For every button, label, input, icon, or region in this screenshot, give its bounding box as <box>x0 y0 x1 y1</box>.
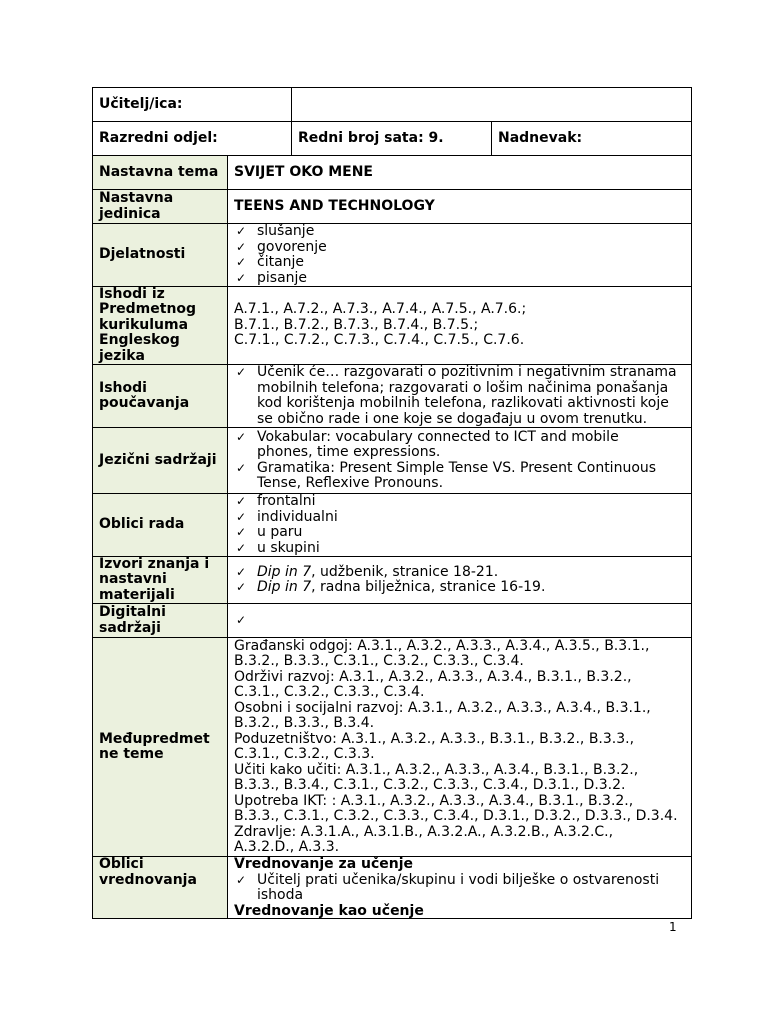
assessment-value <box>228 857 692 919</box>
theme-line: C.3.1., C.3.2., C.3.3. <box>234 746 375 762</box>
work-form-text: frontalni <box>257 493 316 509</box>
source-details: , radna bilježnica, stranice 16-19. <box>311 579 546 595</box>
lesson-plan-table <box>92 87 692 919</box>
language-item <box>234 461 685 477</box>
cross-curricular-row <box>93 638 692 857</box>
label-line: Digitalni <box>99 604 166 620</box>
curriculum-outcomes-row <box>93 287 692 365</box>
topic-row <box>93 156 692 190</box>
assessment-item <box>234 873 685 889</box>
assessment-item-text: Učitelj prati učenika/skupinu i vodi bilješke o ostvarenosti <box>257 871 660 888</box>
checkmark-icon <box>236 365 246 381</box>
activity-item <box>234 255 685 271</box>
teacher-row <box>93 88 692 122</box>
outcome-item-continuation: kod korištenja mobilnih telefona, razlikovati aktivnosti koje <box>257 395 669 411</box>
lesson-number-label: Redni broj sata: 9. <box>292 122 492 156</box>
language-item-continuation: Tense, Reflexive Pronouns. <box>257 475 444 491</box>
theme-line: B.3.2., B.3.3., C.3.1., C.3.2., C.3.3., C.3.4. <box>234 653 524 669</box>
activity-item <box>234 271 685 287</box>
unit-label-line: jedinica <box>99 205 161 222</box>
outcome-item <box>234 365 685 381</box>
work-form-item <box>234 541 685 557</box>
activities-list <box>228 224 692 287</box>
source-item <box>234 580 685 596</box>
label-line: materijali <box>99 586 175 603</box>
sources-list <box>228 557 692 604</box>
theme-line: Poduzetništvo: A.3.1., A.3.2., A.3.3., B.3.1., B.3.2., B.3.3., <box>234 730 635 747</box>
class-row <box>93 122 692 156</box>
date-label: Nadnevak: <box>492 122 692 156</box>
label-line: ne teme <box>99 746 164 762</box>
assessment-row <box>93 857 692 919</box>
label-line: Ishodi <box>99 379 147 396</box>
theme-line: Zdravlje: A.3.1.A., A.3.1.B., A.3.2.A., A.3.2.B., A.3.2.C., <box>234 823 614 840</box>
activities-row <box>93 224 692 287</box>
teaching-outcomes-label <box>93 365 228 428</box>
assessment-heading: Vrednovanje za učenje <box>234 856 414 872</box>
theme-line: Građanski odgoj: A.3.1., A.3.2., A.3.3., A.3.4., A.3.5., B.3.1., <box>234 637 650 654</box>
label-line: nastavni <box>99 571 167 588</box>
language-content-value <box>228 428 692 494</box>
language-item <box>234 430 685 446</box>
label-line: vrednovanja <box>99 871 197 888</box>
teaching-outcomes-row <box>93 365 692 428</box>
label-line: Ishodi iz <box>99 285 165 302</box>
checkmark-icon <box>236 224 246 240</box>
digital-content-row <box>93 604 692 638</box>
activity-item-text: govorenje <box>257 238 327 255</box>
theme-line: B.3.2., B.3.3., B.3.4. <box>234 715 375 731</box>
work-form-text: u skupini <box>257 539 320 556</box>
checkmark-icon <box>236 510 246 526</box>
checkmark-icon <box>236 541 246 557</box>
source-item <box>234 565 685 581</box>
checkmark-icon <box>236 580 246 596</box>
class-label: Razredni odjel: <box>93 122 292 156</box>
language-item-text: Vokabular: vocabulary connected to ICT and mobile <box>257 428 619 445</box>
activity-item <box>234 224 685 240</box>
theme-line: Upotreba IKT: : A.3.1., A.3.2., A.3.3., A.3.4., B.3.1., B.3.2., <box>234 792 634 809</box>
work-form-text: individualni <box>257 508 338 525</box>
label-line: Engleskog <box>99 332 180 349</box>
unit-value: TEENS AND TECHNOLOGY <box>228 190 692 224</box>
checkmark-icon <box>236 430 246 446</box>
teaching-outcomes-value <box>228 365 692 428</box>
checkmark-icon <box>236 494 246 510</box>
outcome-item-text: Učenik će… razgovarati o pozitivnim i negativnim stranama <box>257 364 677 380</box>
source-details: , udžbenik, stranice 18-21. <box>311 563 499 580</box>
outcome-line: A.7.1., A.7.2., A.7.3., A.7.4., A.7.5., A.7.6.; <box>234 301 527 318</box>
checkmark-icon <box>236 461 246 477</box>
language-content-row <box>93 428 692 494</box>
theme-line: Osobni i socijalni razvoj: A.3.1., A.3.2., A.3.3., A.3.4., B.3.1., <box>234 699 651 716</box>
work-form-text: u paru <box>257 524 303 540</box>
assessment-item-continuation: ishoda <box>257 887 304 903</box>
language-item-text: Gramatika: Present Simple Tense VS. Present Continuous <box>257 459 657 476</box>
work-form-item <box>234 494 685 510</box>
unit-label <box>93 190 228 224</box>
activity-item-text: pisanje <box>257 269 308 286</box>
topic-label: Nastavna tema <box>93 156 228 190</box>
topic-value: SVIJET OKO MENE <box>228 156 692 190</box>
label-line: Međupredmet <box>99 730 210 747</box>
theme-line: C.3.1., C.3.2., C.3.3., C.3.4. <box>234 684 425 700</box>
label-line: kurikuluma <box>99 316 189 333</box>
checkmark-icon <box>236 873 246 889</box>
teacher-value-cell <box>292 88 692 122</box>
work-forms-label: Oblici rada <box>93 494 228 557</box>
work-form-item <box>234 510 685 526</box>
activity-item-text: čitanje <box>257 254 305 270</box>
outcome-item-continuation: mobilnih telefona; razgovarati o lošim načinima ponašanja <box>257 379 669 396</box>
work-form-item <box>234 525 685 541</box>
unit-row <box>93 190 692 224</box>
theme-line: B.3.3., B.3.4., C.3.1., C.3.2., C.3.3., C.3.4., D.3.1., D.3.2. <box>234 777 626 793</box>
cross-curricular-value <box>228 638 692 857</box>
theme-line: A.3.2.D., A.3.3. <box>234 839 340 855</box>
source-title: Dip in 7 <box>257 579 312 595</box>
assessment-label <box>93 857 228 919</box>
sources-label <box>93 557 228 604</box>
teacher-label: Učitelj/ica: <box>93 88 292 122</box>
page-number: 1 <box>669 920 677 934</box>
label-line: Izvori znanja i <box>99 555 210 572</box>
outcome-item-continuation: se obično rade i one koje se događaju u ovom trenutku. <box>257 410 648 427</box>
theme-line: Učiti kako učiti: A.3.1., A.3.2., A.3.3., A.3.4., B.3.1., B.3.2., <box>234 761 639 778</box>
label-line: Oblici <box>99 856 144 872</box>
cross-curricular-label <box>93 638 228 857</box>
checkmark-icon <box>236 255 246 271</box>
digital-content-label <box>93 604 228 638</box>
checkmark-icon <box>236 613 246 629</box>
outcome-line: B.7.1., B.7.2., B.7.3., B.7.4., B.7.5.; <box>234 316 479 333</box>
activities-label: Djelatnosti <box>93 224 228 287</box>
curriculum-outcomes-value <box>228 287 692 365</box>
curriculum-outcomes-label <box>93 287 228 365</box>
label-line: sadržaji <box>99 619 161 636</box>
digital-content-item <box>234 613 685 629</box>
language-item-continuation: phones, time expressions. <box>257 444 441 460</box>
unit-label-line: Nastavna <box>99 190 174 206</box>
work-forms-list <box>228 494 692 557</box>
sources-row <box>93 557 692 604</box>
checkmark-icon <box>236 565 246 581</box>
work-forms-row <box>93 494 692 557</box>
assessment-heading: Vrednovanje kao učenje <box>234 902 424 919</box>
theme-line: Održivi razvoj: A.3.1., A.3.2., A.3.3., A.3.4., B.3.1., B.3.2., <box>234 668 632 685</box>
activity-item <box>234 240 685 256</box>
checkmark-icon <box>236 240 246 256</box>
label-line: Predmetnog <box>99 301 197 318</box>
activity-item-text: slušanje <box>257 223 315 239</box>
outcome-line: C.7.1., C.7.2., C.7.3., C.7.4., C.7.5., C.7.6. <box>234 332 525 349</box>
language-content-label: Jezični sadržaji <box>93 428 228 494</box>
theme-line: B.3.3., C.3.1., C.3.2., C.3.3., C.3.4., D.3.1., D.3.2., D.3.3., D.3.4. <box>234 808 678 824</box>
label-line: jezika <box>99 347 145 364</box>
label-line: poučavanja <box>99 395 190 411</box>
source-title: Dip in 7 <box>257 563 312 580</box>
checkmark-icon <box>236 271 246 287</box>
checkmark-icon <box>236 525 246 541</box>
digital-content-value <box>228 604 692 638</box>
